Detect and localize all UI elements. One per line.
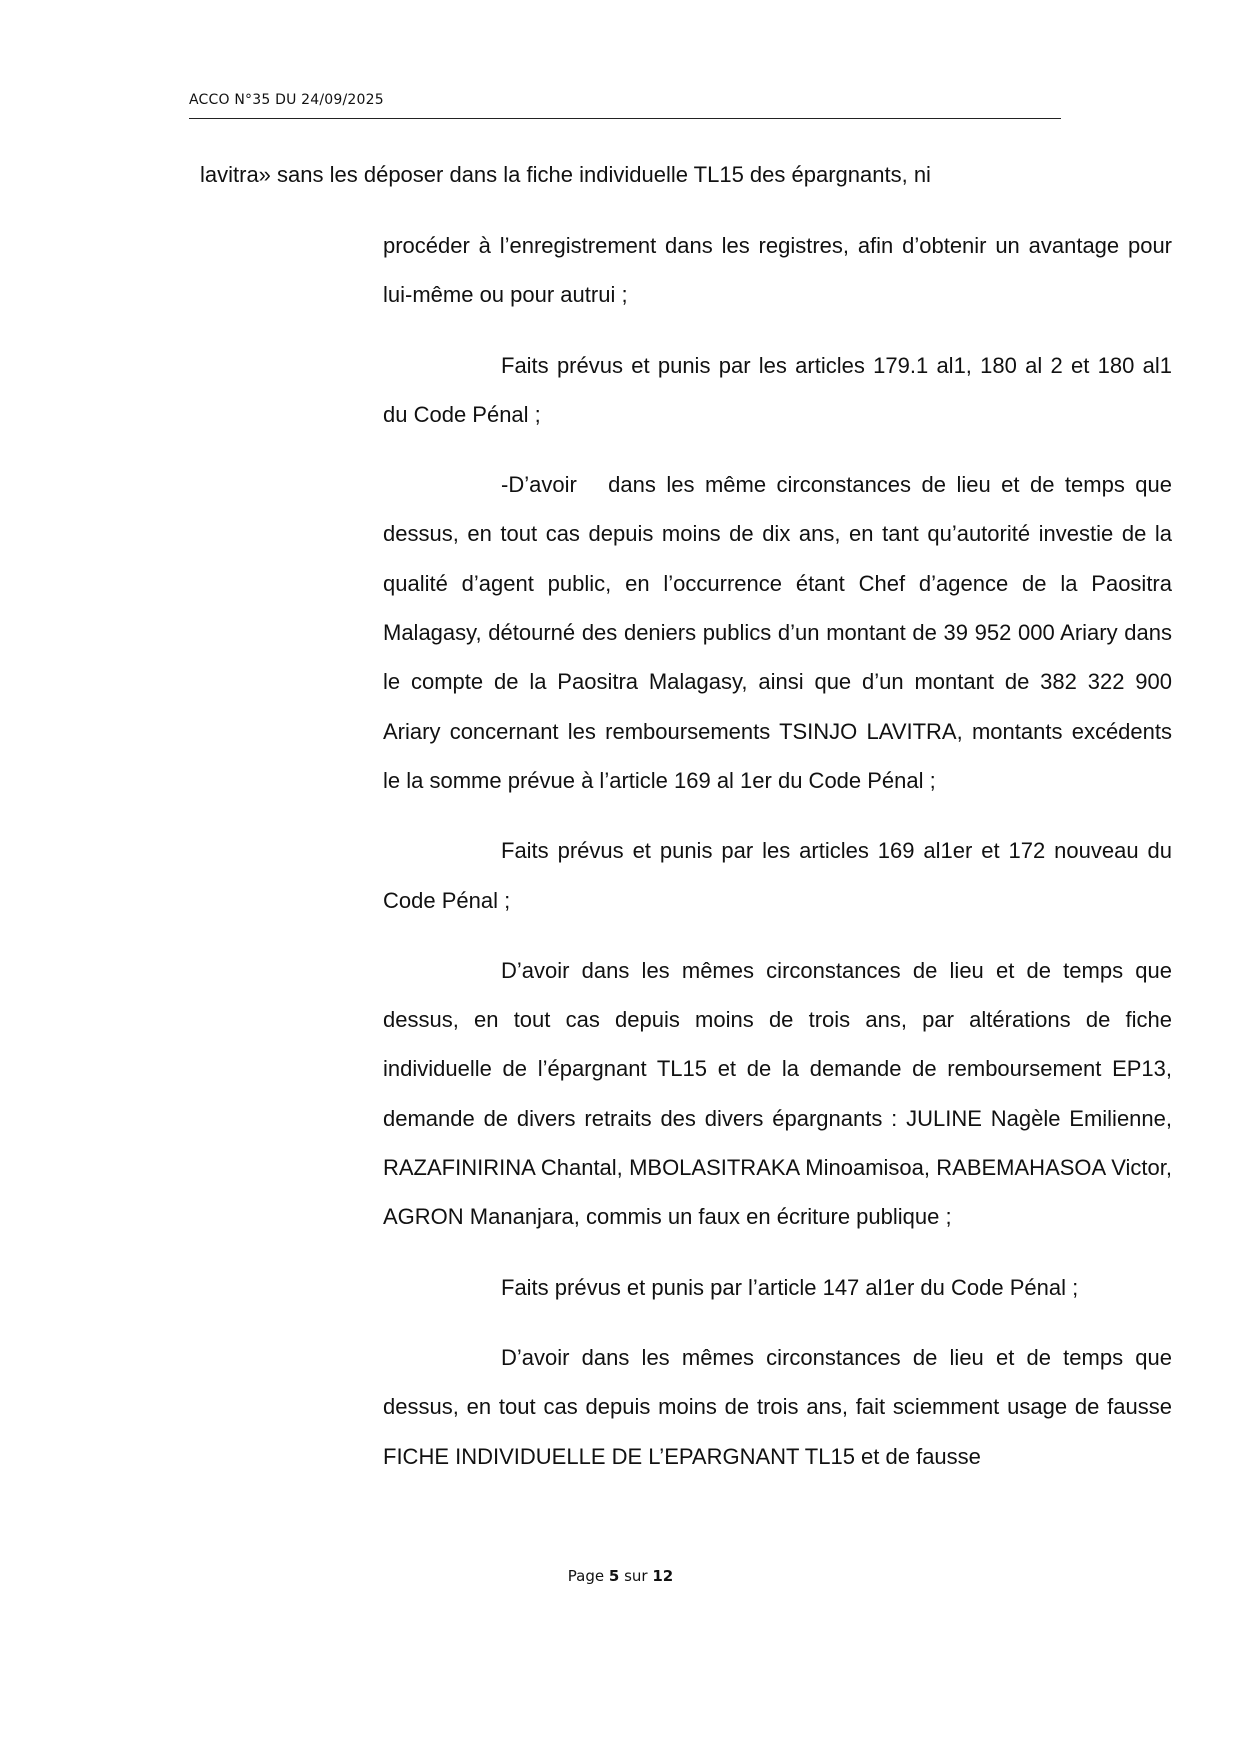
paragraph-charge-use-of-forgery: D’avoir dans les mêmes circonstances de lieu et de temps que dessus, en tout cas depuis moins de trois ans, fait sciemment usage de fausse FICHE INDIVIDUELLE DE L’EPARGNANT TL15 et de fausse [383, 1344, 1172, 1469]
paragraph-legal-basis-1: Faits prévus et punis par les articles 179.1 al1, 180 al 2 et 180 al1 du Code Pénal ; [383, 352, 1172, 427]
page-current-number: 5 [608, 1567, 620, 1585]
paragraph-charge-forgery: D’avoir dans les mêmes circonstances de lieu et de temps que dessus, en tout cas depuis moins de trois ans, par altérations de fiche individuelle de l’épargnant TL15 et de la demande de remboursement EP13, demande de divers retraits des divers épargnants : JULINE Nagèle Emilienne, RAZAFINIRINA Chantal, MBOLASITRAKA Minoamisoa, RABEMAHASOA Victor, AGRON Mananjara, commis un faux en écriture publique ; [383, 957, 1172, 1230]
paragraph-legal-basis-3: Faits prévus et punis par l’article 147 al1er du Code Pénal ; [501, 1274, 1079, 1300]
paragraph-legal-basis-2: Faits prévus et punis par les articles 169 al1er et 172 nouveau du Code Pénal ; [383, 838, 1172, 913]
continuation-line: lavitra» sans les déposer dans la fiche individuelle TL15 des épargnants, ni [200, 162, 931, 187]
page-separator: sur [624, 1567, 648, 1585]
header-reference: ACCO N°35 DU 24/09/2025 [189, 92, 384, 108]
paragraph-charge-embezzlement: -D’avoir dans les même circonstances de lieu et de temps que dessus, en tout cas depuis moins de dix ans, en tant qu’autorité investie de la qualité d’agent public, en l’occurrence étant Chef d’agence de la Paositra Malagasy, détourné des deniers publics d’un montant de 39 952 000 Ariary dans le compte de la Paositra Malagasy, ainsi que d’un montant de 382 322 900 Ariary concernant les remboursements TSINJO LAVITRA, montants excédents le la somme prévue à l’article 169 al 1er du Code Pénal ; [383, 472, 1179, 793]
document-body [383, 221, 1179, 1502]
page-header [189, 88, 1061, 119]
page-total-number: 12 [652, 1567, 674, 1585]
page-footer [0, 1567, 1241, 1585]
page-label: Page [567, 1567, 605, 1585]
paragraph-continuation: procéder à l’enregistrement dans les registres, afin d’obtenir un avantage pour lui-même ou pour autrui ; [383, 233, 1172, 308]
